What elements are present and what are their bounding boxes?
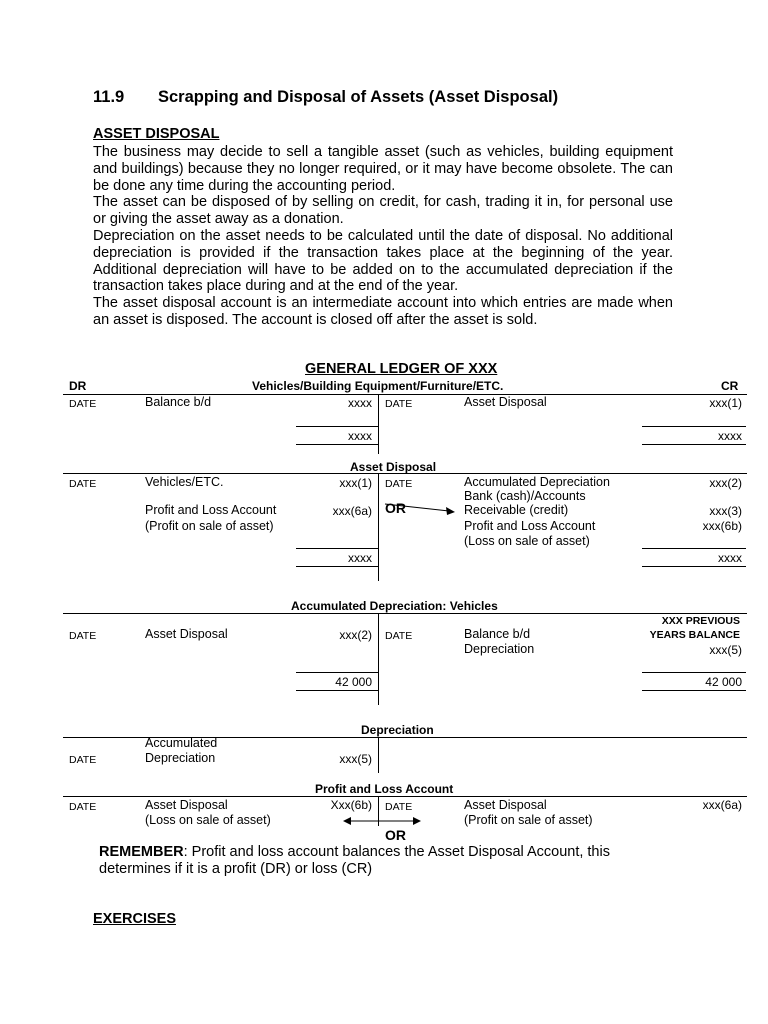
total-rule [296,548,378,549]
acc-dep-left-total: 42 000 [335,675,372,689]
right-arrow-icon [383,500,458,518]
accumulated-depreciation-title: Accumulated Depreciation: Vehicles [291,599,498,613]
acc-dep-left-amount: xxx(2) [339,628,372,642]
total-rule [296,672,378,673]
dr-label: DR [69,379,87,393]
vehicles-left-detail: Balance b/d [145,395,212,409]
ad-right-detail-1: Accumulated Depreciation [464,475,610,489]
asset-disposal-heading: ASSET DISPOSAL [93,126,220,142]
previous-balance-note-1: XXX PREVIOUS [661,615,740,627]
date-label: DATE [69,630,97,642]
section-number: 11.9 [93,88,125,106]
intro-paragraph-3: Depreciation on the asset needs to be calculated until the date of disposal. No additional depreciation is provided if the transaction takes place at the beginning of the year. Additional depreciation will have to be added on to the accumulated depreciation if the transaction takes place during and at the end of the year. [93,228,673,295]
vehicles-right-detail: Asset Disposal [464,395,547,409]
acc-dep-left-detail: Asset Disposal [145,627,228,641]
depreciation-center-rule [378,737,379,773]
date-label: DATE [69,801,97,813]
accumulated-depreciation-center-rule [378,613,379,705]
total-rule [642,672,746,673]
pl-left-detail-2: (Loss on sale of asset) [145,813,271,827]
total-rule [296,566,378,567]
intro-paragraph-1: The business may decide to sell a tangible asset (such as vehicles, building equipment and buildings) because they no longer required, or it may have become obsolete. The can be done any time during the accounting period. [93,144,673,194]
ledger-title: GENERAL LEDGER OF XXX [305,361,498,377]
ad-left-detail-2: Profit and Loss Account [145,503,277,517]
total-rule [296,426,378,427]
date-label: DATE [69,398,97,410]
asset-disposal-account-title: Asset Disposal [350,460,437,474]
date-label: DATE [69,754,97,766]
vehicles-right-total: xxxx [718,429,742,443]
total-rule [642,426,746,427]
ad-left-detail-3: (Profit on sale of asset) [145,519,274,533]
pl-left-detail-1: Asset Disposal [145,798,228,812]
ad-right-total: xxxx [718,551,742,565]
acc-dep-right-amount-2: xxx(5) [709,643,742,657]
ad-left-total: xxxx [348,551,372,565]
vehicles-account-title: Vehicles/Building Equipment/Furniture/ETC. [252,379,504,393]
vehicles-left-total: xxxx [348,429,372,443]
total-rule [642,566,746,567]
total-rule [642,548,746,549]
ad-right-detail-3: Receivable (credit) [464,503,569,517]
pl-right-amount: xxx(6a) [702,798,742,812]
ad-right-amount-3: xxx(3) [709,504,742,518]
total-rule [296,444,378,445]
depreciation-left-amount: xxx(5) [339,752,372,766]
intro-paragraph-4: The asset disposal account is an intermediate account into which entries are made when an asset is disposed. The account is closed off after the asset is sold. [93,295,673,328]
ad-right-amount-4: xxx(6b) [702,519,742,533]
date-label: DATE [385,801,413,813]
acc-dep-right-detail-2: Depreciation [464,642,535,656]
profit-loss-account-title: Profit and Loss Account [315,782,454,796]
total-rule [642,444,746,445]
accumulated-depreciation-top-rule [63,613,747,614]
depreciation-account-title: Depreciation [361,723,434,737]
pl-right-detail-2: (Profit on sale of asset) [464,813,593,827]
exercises-heading: EXERCISES [93,911,176,927]
previous-balance-note-2: YEARS BALANCE [649,629,740,641]
ad-right-detail-2: Bank (cash)/Accounts [464,489,586,503]
total-rule [296,690,378,691]
date-label: DATE [69,478,97,490]
vehicles-right-amount: xxx(1) [709,396,742,410]
remember-note [99,844,679,878]
cr-label: CR [721,379,739,393]
total-rule [642,690,746,691]
intro-paragraph-2: The asset can be disposed of by selling on credit, for cash, trading it in, for personal use or giving the asset away as a donation. [93,194,673,227]
ad-left-detail-1: Vehicles/ETC. [145,475,224,489]
section-title: Scrapping and Disposal of Assets (Asset Disposal) [158,88,559,106]
remember-text: : Profit and loss account balances the Asset Disposal Account, this determines if it is a profit (DR) or loss (CR) [99,844,610,877]
or-label: OR [385,827,406,843]
remember-label: REMEMBER [99,844,184,860]
date-label: DATE [385,630,413,642]
date-label: DATE [385,398,413,410]
ad-left-amount-2: xxx(6a) [332,504,372,518]
or-label: OR [385,500,406,516]
depreciation-left-detail-1: Accumulated [145,736,218,750]
depreciation-left-detail-2: Depreciation [145,751,216,765]
ad-left-amount-1: xxx(1) [339,476,372,490]
asset-disposal-center-rule [378,473,379,581]
ad-right-detail-5: (Loss on sale of asset) [464,534,590,548]
ad-right-detail-4: Profit and Loss Account [464,519,596,533]
acc-dep-right-detail-1: Balance b/d [464,627,531,641]
ad-right-amount-1: xxx(2) [709,476,742,490]
acc-dep-right-total: 42 000 [705,675,742,689]
date-label: DATE [385,478,413,490]
pl-left-amount: Xxx(6b) [330,798,372,812]
vehicles-center-rule [378,394,379,454]
double-arrow-icon [342,814,422,828]
vehicles-left-amount: xxxx [348,396,372,410]
profit-loss-top-rule [63,796,747,797]
pl-right-detail-1: Asset Disposal [464,798,547,812]
asset-disposal-top-rule [63,473,747,474]
